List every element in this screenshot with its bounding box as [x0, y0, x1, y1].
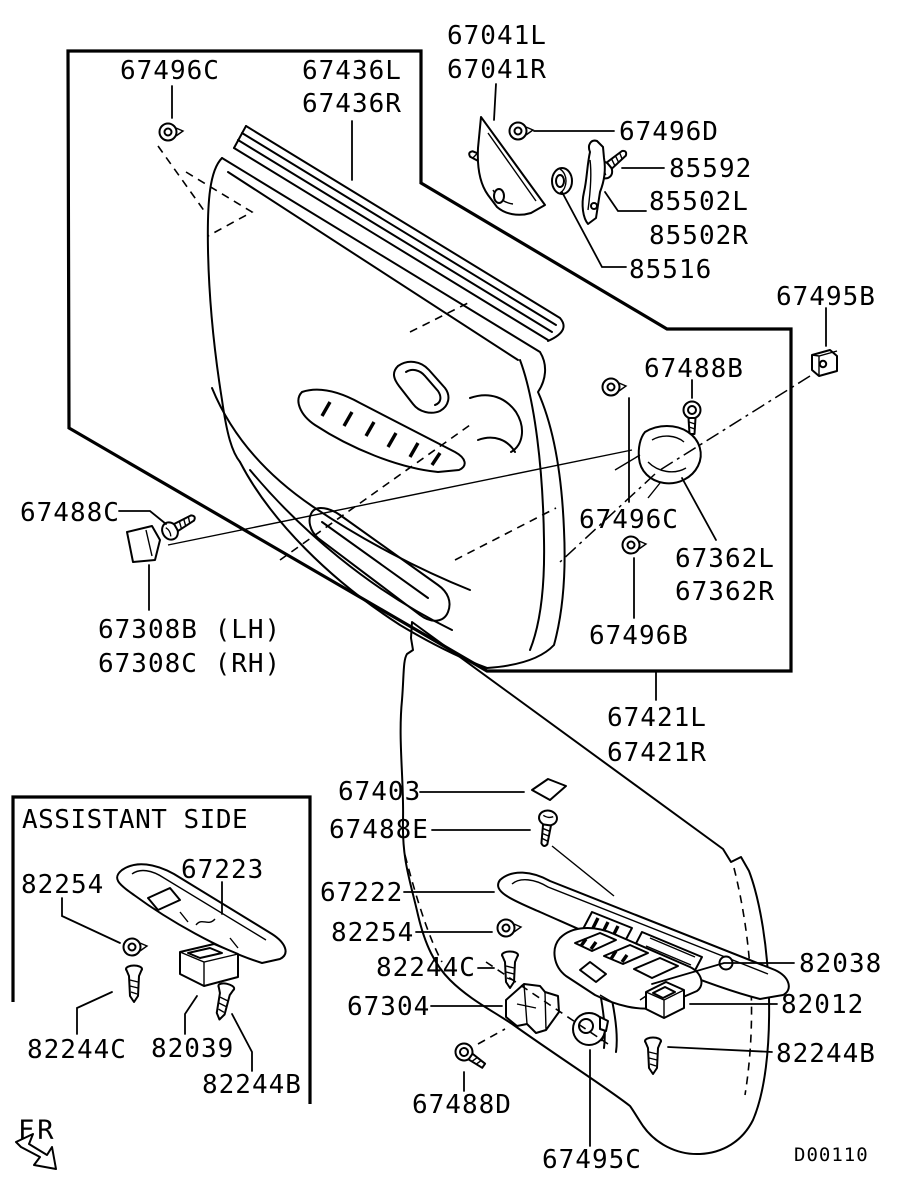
- label-85516: 85516: [629, 255, 713, 285]
- label-67304: 67304: [347, 992, 431, 1022]
- clip-67495b-icon: [812, 350, 837, 376]
- labels: [18, 21, 882, 1175]
- lower-door-outline: [401, 622, 770, 1154]
- screw-82244b-main-icon: [645, 1038, 661, 1075]
- part-85502-bracket: [583, 141, 605, 224]
- screw-67488b-icon: [684, 402, 701, 435]
- label-82254-main: 82254: [331, 918, 415, 948]
- clip-82254-main-icon: [498, 920, 522, 937]
- label-82012: 82012: [781, 990, 865, 1020]
- screw-67488e-icon: [535, 809, 558, 847]
- label-67421r: 67421R: [607, 738, 707, 768]
- screw-82244c-inset-icon: [126, 966, 142, 1003]
- label-67496b: 67496B: [589, 621, 689, 651]
- screw-67488d-icon: [452, 1040, 488, 1073]
- label-67488b: 67488B: [644, 354, 744, 384]
- label-82038: 82038: [799, 949, 883, 979]
- label-82039: 82039: [151, 1034, 235, 1064]
- label-82254-inset: 82254: [21, 870, 105, 900]
- label-82244c-main: 82244C: [376, 953, 476, 983]
- part-67308-trim-wedge: [127, 526, 160, 562]
- drawing-code: D00110: [794, 1144, 869, 1166]
- label-67496c-top: 67496C: [120, 56, 220, 86]
- part-67403-cap: [532, 779, 566, 800]
- label-82244b-inset: 82244B: [202, 1070, 302, 1100]
- clip-67496c-mid-icon: [603, 379, 627, 396]
- label-67436r: 67436R: [302, 89, 402, 119]
- label-67496c-mid: 67496C: [579, 505, 679, 535]
- grommet-85516-icon: [552, 168, 572, 194]
- label-67308c: 67308C (RH): [98, 649, 282, 679]
- label-67041l: 67041L: [447, 21, 547, 51]
- label-67488e: 67488E: [329, 815, 429, 845]
- label-67362r: 67362R: [675, 577, 775, 607]
- label-82244b-main: 82244B: [776, 1039, 876, 1069]
- label-67488d: 67488D: [412, 1090, 512, 1120]
- label-67436l: 67436L: [302, 56, 402, 86]
- label-67362l: 67362L: [675, 544, 775, 574]
- label-67421l: 67421L: [607, 703, 707, 733]
- clip-82254-inset-icon: [124, 939, 148, 956]
- label-67041r: 67041R: [447, 55, 547, 85]
- clip-67496b-icon: [623, 537, 647, 554]
- screw-82244b-inset-icon: [212, 982, 235, 1021]
- inset-title: ASSISTANT SIDE: [22, 805, 249, 835]
- fr-label: FR: [18, 1115, 57, 1146]
- lower-parts: [452, 779, 789, 1074]
- label-67222: 67222: [320, 878, 404, 908]
- label-85502l: 85502L: [649, 187, 749, 217]
- label-67495c: 67495C: [542, 1145, 642, 1175]
- label-67495b: 67495B: [776, 282, 876, 312]
- part-82039-switch-icon: [180, 944, 238, 986]
- label-67223: 67223: [181, 855, 265, 885]
- label-67496d: 67496D: [619, 117, 719, 147]
- clip-67496c-top-icon: [160, 124, 184, 141]
- label-85502r: 85502R: [649, 221, 749, 251]
- clip-67496d-icon: [510, 123, 534, 140]
- label-82244c-inset: 82244C: [27, 1035, 127, 1065]
- screw-82244c-main-icon: [502, 952, 518, 989]
- label-67488c: 67488C: [20, 498, 120, 528]
- label-67403: 67403: [338, 777, 422, 807]
- label-85592: 85592: [669, 154, 753, 184]
- screw-67488c-icon: [159, 509, 199, 542]
- label-67308b: 67308B (LH): [98, 615, 282, 645]
